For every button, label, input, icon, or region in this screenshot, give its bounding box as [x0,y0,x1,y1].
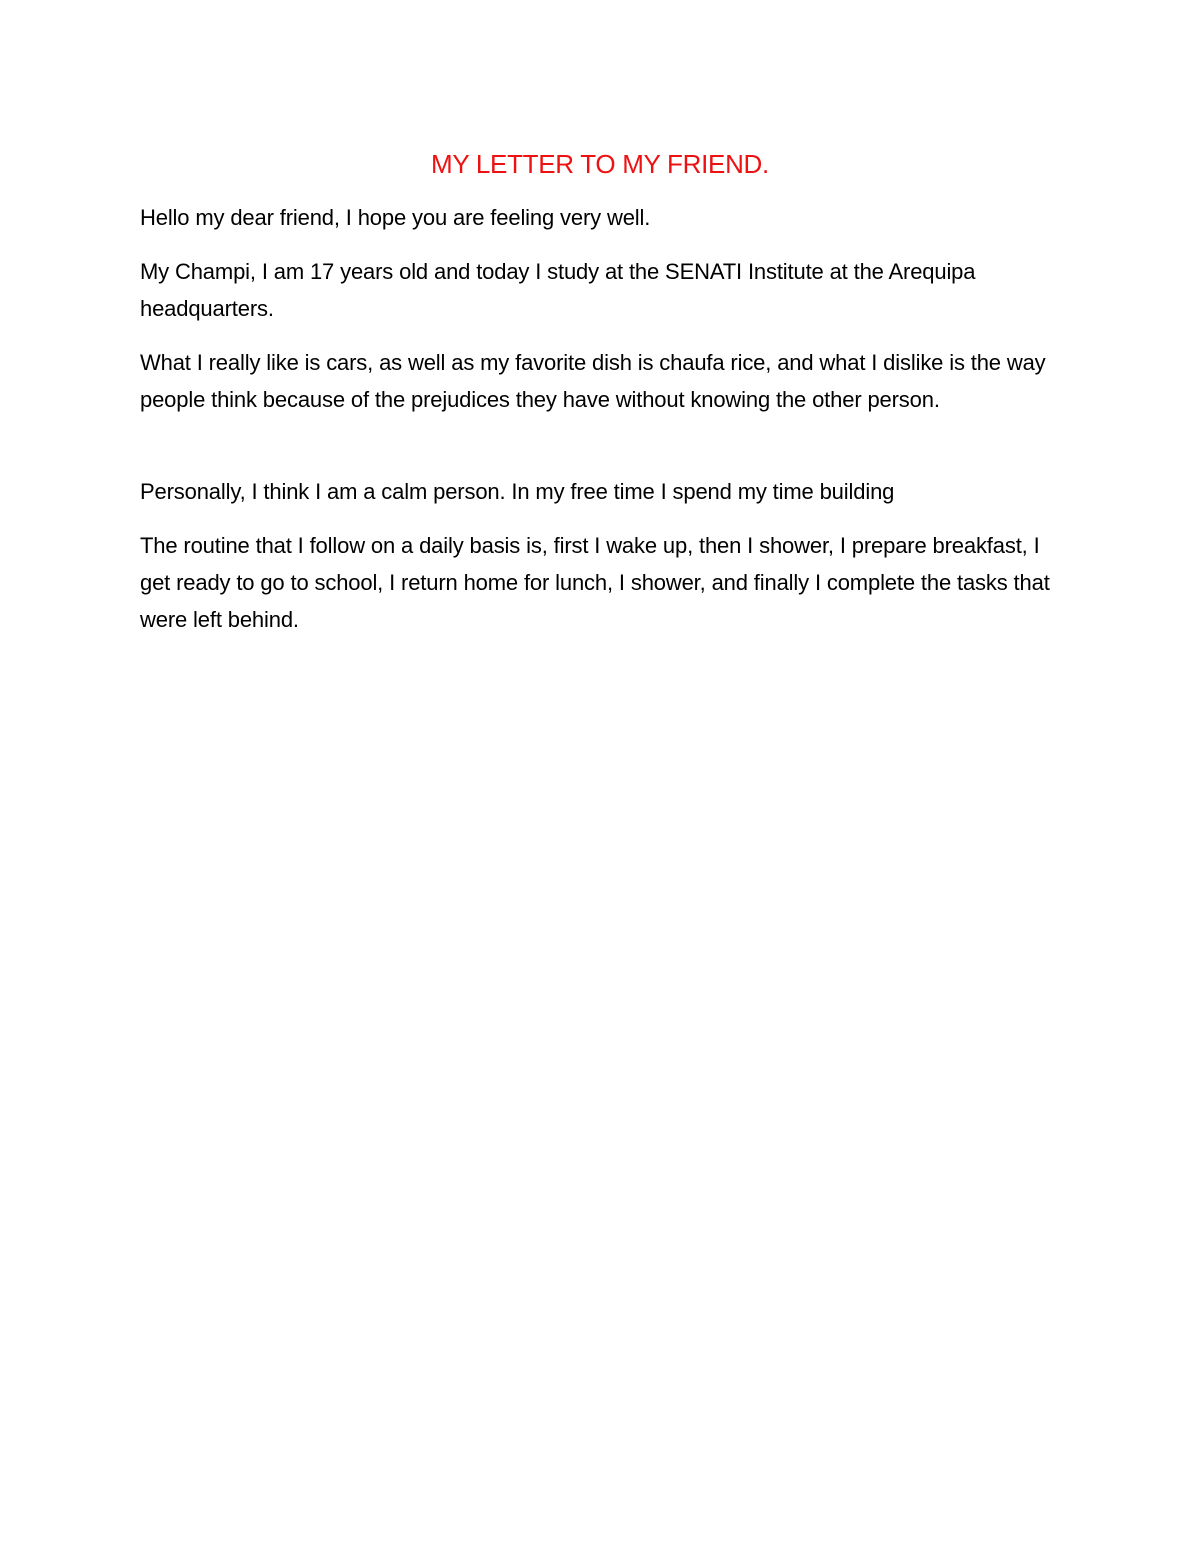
paragraph-introduction: My Champi, I am 17 years old and today I study at the SENATI Institute at the Arequipa headquarters. [140,259,976,321]
paragraph-personality: Personally, I think I am a calm person. In my free time I spend my time building [140,479,895,504]
paragraph-routine: The routine that I follow on a daily basis is, first I wake up, then I shower, I prepare breakfast, I get ready to go to school, I return home for lunch, I shower, and finally I complete the tasks that were left behind. [140,533,1050,632]
paragraph-greeting: Hello my dear friend, I hope you are feeling very well. [140,205,651,230]
paragraph-likes-dislikes: What I really like is cars, as well as my favorite dish is chaufa rice, and what I dislike is the way people think because of the prejudices they have without knowing the other person. [140,350,1046,412]
letter-title: MY LETTER TO MY FRIEND. [431,149,769,179]
